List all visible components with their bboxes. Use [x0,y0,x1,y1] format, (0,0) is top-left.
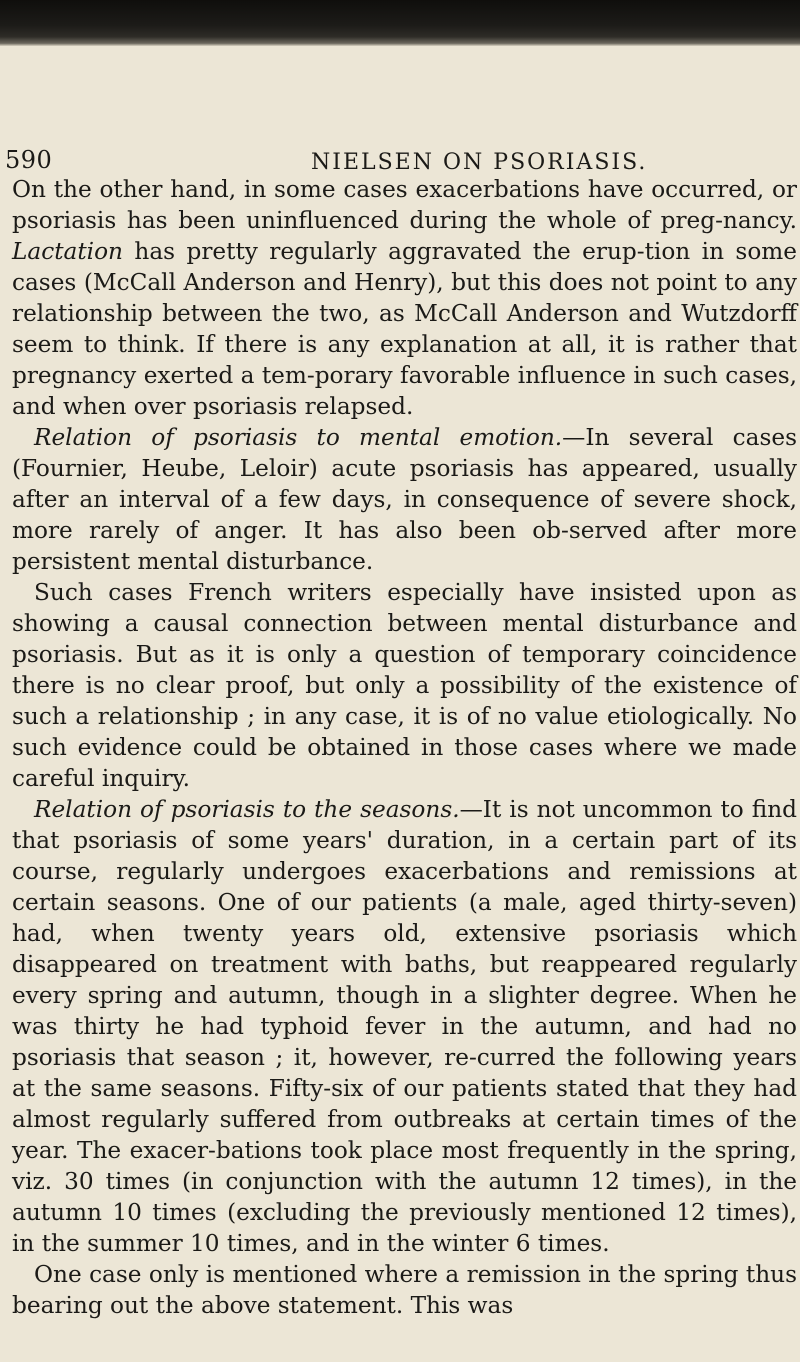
section-heading-seasons: Relation of psoriasis to the seasons. [34,796,460,823]
paragraph-text: Such cases French writers especially have insisted upon as showing a causal connection between mental disturbance and psoriasis. But as it is only a question of temporary coincidence there is no clear proof, but only a possibility of the existence of such a relationship ; in any case, it is of no value etiologically. No such evidence could be obtained in those cases where we made careful inquiry. [12,579,797,792]
paragraph-text: On the other hand, in some cases exacerbations have occurred, or psoriasis has been uninfluenced during the whole of preg-nancy. [12,176,797,234]
running-head: NIELSEN ON PSORIASIS. [311,150,648,175]
paragraph-mental-emotion [12,422,797,577]
paragraph-pregnancy-lactation [12,174,797,422]
paragraph-seasons [12,794,797,1259]
page-number: 590 [5,146,53,174]
lactation-term: Lactation [12,238,123,265]
paragraph-remission [12,1259,797,1321]
paragraph-text: One case only is mentioned where a remission in the spring thus bearing out the above statement. This was [12,1261,797,1319]
body-text [12,174,797,1321]
paragraph-text: —In several cases (Fournier, Heube, Leloir) acute psoriasis has appeared, usually after an interval of a few days, in consequence of severe shock, more rarely of anger. It has also been ob-served after more persistent mental disturbance. [12,424,798,575]
paragraph-text: has pretty regularly aggravated the erup-tion in some cases (McCall Anderson and Henry), but this does not point to any relationship between the two, as McCall Anderson and Wutzdorff seem to think. If there is any explanation at all, it is rather that pregnancy exerted a tem-porary favorable influence in such cases, and when over psoriasis relapsed. [12,238,797,420]
scan-top-edge [0,0,800,46]
paragraph-text: —It is not uncommon to find that psoriasis of some years' duration, in a certain part of its course, regularly undergoes exacerbations and remissions at certain seasons. One of our patients (a male, aged thirty-seven) had, when twenty years old, extensive psoriasis which disappeared on treatment with baths, but reappeared regularly every spring and autumn, though in a slighter degree. When he was thirty he had typhoid fever in the autumn, and had no psoriasis that season ; it, however, re-curred the following years at the same seasons. Fifty-six of our patients stated that they had almost regularly suffered from outbreaks at certain times of the year. The exacer-bations took place most frequently in the spring, viz. 30 times (in conjunction with the autumn 12 times), in the autumn 10 times (excluding the previously mentioned 12 times), in the summer 10 times, and in the winter 6 times. [12,796,798,1257]
section-heading-mental-emotion: Relation of psoriasis to mental emotion. [34,424,563,451]
paragraph-french-writers [12,577,797,794]
